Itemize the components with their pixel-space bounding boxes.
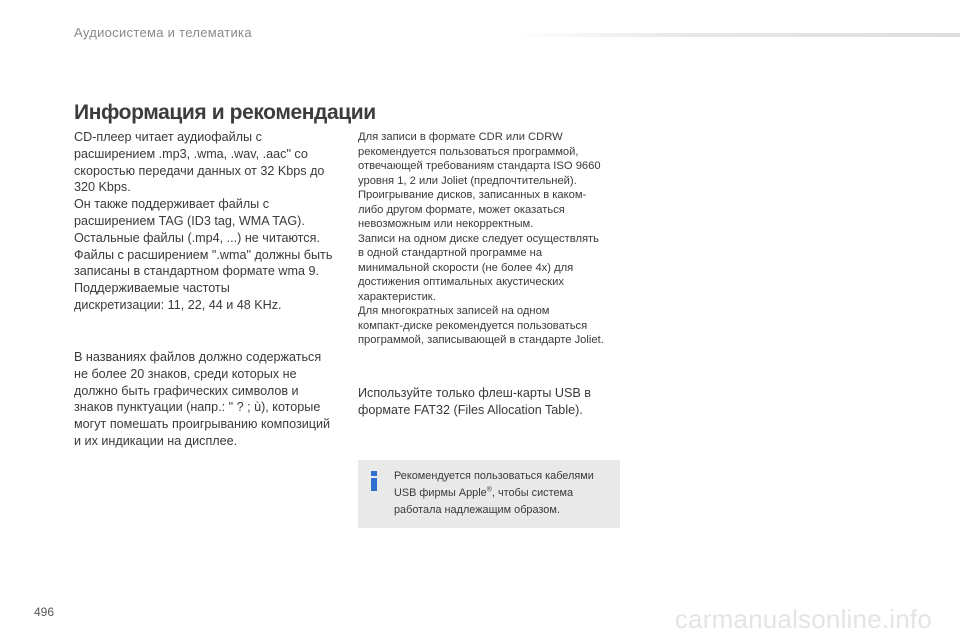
left-column-block-1 xyxy=(74,129,344,314)
cd-recording-paragraph: Для записи в формате CDR или CDRW рекомендуется пользоваться программой, отвечающей требованиям стандарта ISO 9660 уровня 1, 2 или Joliet (предпочтительней). Проигрывание дисков, записанных в каком- либо другом формате, может оказаться невозможным или некорректным. Записи на одном диске следует осуществлять в одной стандартной программе на минимальной скорости (не более 4x) для достижения оптимальных акустических характеристик. Для многократных записей на одном компакт-диске рекомендуется пользоваться программой, записывающей в стандарте Joliet. xyxy=(358,131,604,346)
usb-format-paragraph: Используйте только флеш-карты USB в формате FAT32 (Files Allocation Table). xyxy=(358,386,591,417)
info-icon xyxy=(369,471,379,491)
page-number: 496 xyxy=(34,605,55,619)
header-divider xyxy=(512,33,960,37)
info-note-box xyxy=(358,460,620,528)
page-title: Информация и рекомендации xyxy=(74,101,376,124)
watermark: carmanualsonline.info xyxy=(674,604,932,634)
right-column-block-2 xyxy=(358,385,628,419)
registered-mark: ® xyxy=(486,486,492,494)
info-note-line-2 xyxy=(394,485,616,502)
right-column-block-1 xyxy=(358,130,633,348)
file-names-paragraph: В названиях файлов должно содержаться не более 20 знаков, среди которых не должно быть графических символов и знаков пунктуации (напр.: " ? ; ù), которые могут помешать проигрыванию композиций и их индикации на дисплее. xyxy=(74,350,331,448)
section-header-title: Аудиосистема и телематика xyxy=(74,25,252,40)
left-column-block-2 xyxy=(74,349,344,450)
info-note-line-2-end: , чтобы система xyxy=(491,487,574,499)
info-note-line-1: Рекомендуется пользоваться кабелями xyxy=(394,470,594,482)
info-note-apple-text: USB фирмы Apple xyxy=(394,487,487,499)
audio-formats-paragraph: CD-плеер читает аудиофайлы с расширением .mp3, .wma, .wav, .aac" со скоростью передачи данных от 32 Kbps до 320 Kbps. Он также поддерживает файлы с расширением TAG (ID3 tag, WMA TAG). Остальные файлы (.mp4, ...) не читаются. Файлы с расширением ".wma" должны быть записаны в стандартном формате wma 9. Поддерживаемые частоты дискретизации: 11, 22, 44 и 48 KHz. xyxy=(74,130,333,312)
info-note-text xyxy=(394,468,616,519)
info-note-line-3: работала надлежащим образом. xyxy=(394,504,560,516)
